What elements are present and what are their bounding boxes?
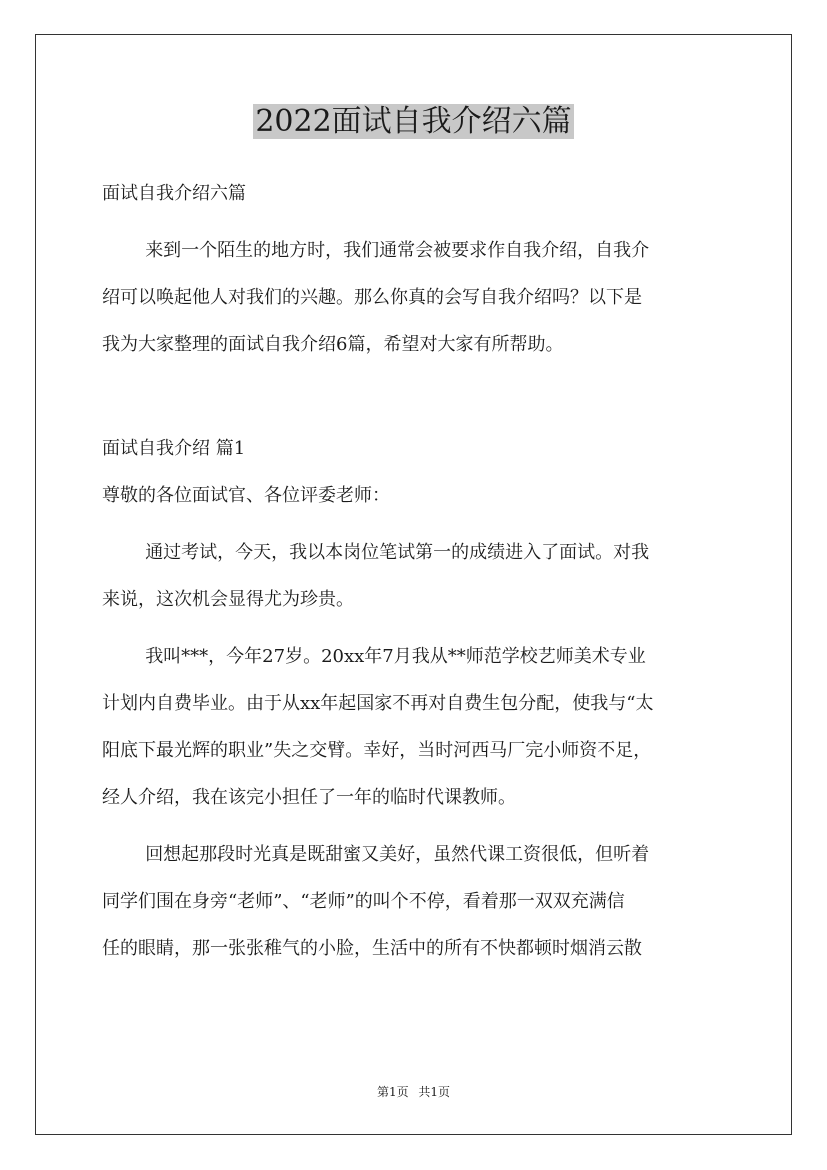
para3-line-3: 任的眼睛，那一张张稚气的小脸，生活中的所有不快都顿时烟消云散 [102,938,642,959]
salutation: 尊敬的各位面试官、各位评委老师： [102,485,390,506]
intro-line-1: 来到一个陌生的地方时，我们通常会被要求作自我介绍，自我介 [145,240,650,261]
document-body [102,170,728,972]
para2-line-2: 计划内自费毕业。由于从xx年起国家不再对自费生包分配，使我与“太 [102,693,654,714]
document-title-text: 2022面试自我介绍六篇 [255,104,572,139]
page-number: 第1页 [376,1085,409,1099]
page-footer [0,1082,827,1102]
intro-line-2: 绍可以唤起他人对我们的兴趣。那么你真的会写自我介绍吗？以下是 [102,287,642,308]
para1-line-2: 来说，这次机会显得尤为珍贵。 [102,589,354,610]
para2-line-3: 阳底下最光辉的职业”失之交臂。幸好，当时河西马厂完小师资不足， [102,740,652,761]
para2-line-4: 经人介绍，我在该完小担任了一年的临时代课教师。 [102,787,516,808]
document-subtitle: 面试自我介绍六篇 [102,183,246,204]
para1-line-1: 通过考试，今天，我以本岗位笔试第一的成绩进入了面试。对我 [145,542,650,563]
intro-line-3: 我为大家整理的面试自我介绍6篇，希望对大家有所帮助。 [102,334,564,355]
page-total: 共1页 [418,1085,451,1099]
para3-line-2: 同学们围在身旁“老师”、“老师”的叫个不停，看着那一双双充满信 [102,891,625,912]
section-heading: 面试自我介绍 篇1 [102,438,246,459]
document-title [0,100,827,144]
para2-line-1: 我叫***，今年27岁。20xx年7月我从**师范学校艺师美术专业 [145,646,646,667]
para3-line-1: 回想起那段时光真是既甜蜜又美好，虽然代课工资很低，但听着 [145,844,650,865]
